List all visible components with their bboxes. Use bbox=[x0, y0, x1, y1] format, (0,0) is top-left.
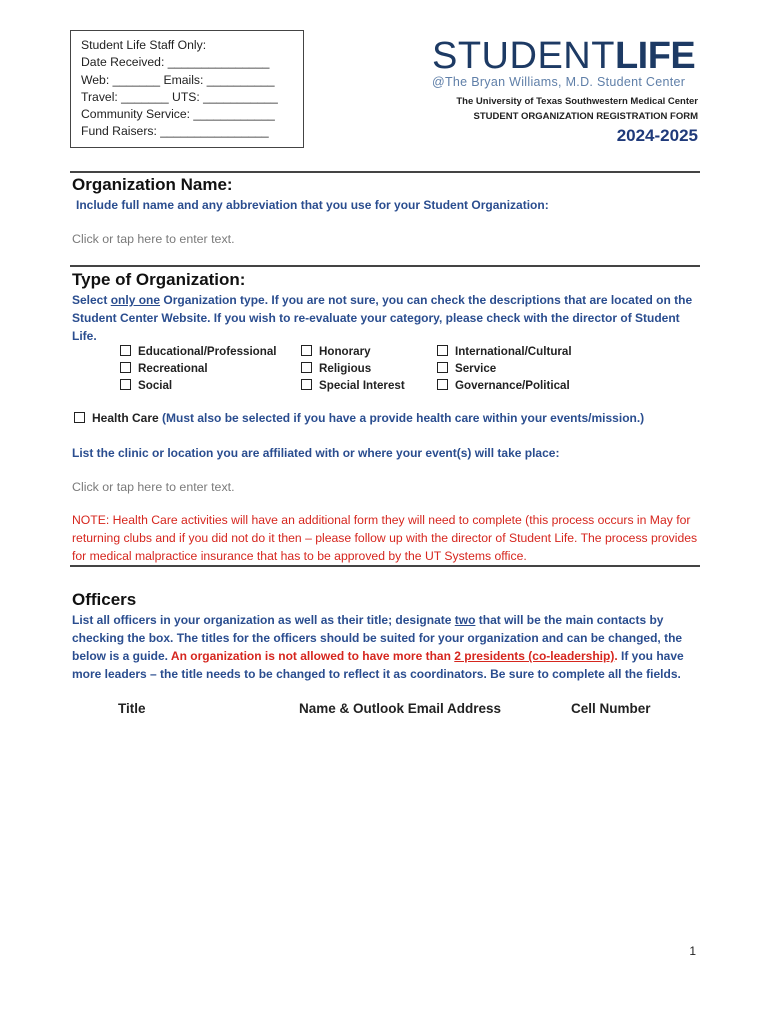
checkbox-icon[interactable] bbox=[437, 379, 448, 390]
type-checkbox[interactable]: Honorary bbox=[301, 343, 405, 360]
university-name: The University of Texas Southwestern Medical Center bbox=[456, 96, 698, 107]
type-options-col-3 bbox=[437, 343, 572, 394]
checkbox-icon[interactable] bbox=[301, 362, 312, 373]
logo-subtitle: @The Bryan Williams, M.D. Student Center bbox=[432, 75, 686, 89]
health-care-note: (Must also be selected if you have a provide health care within your events/mission.) bbox=[162, 411, 645, 425]
clinic-prompt: List the clinic or location you are affiliated with or where your event(s) will take place: bbox=[72, 446, 560, 460]
org-name-input[interactable]: Click or tap here to enter text. bbox=[72, 232, 235, 246]
staff-line: Travel: _______ UTS: ___________ bbox=[81, 89, 278, 104]
checkbox-icon[interactable] bbox=[120, 345, 131, 356]
type-checkbox[interactable]: Educational/Professional bbox=[120, 343, 277, 360]
form-title: STUDENT ORGANIZATION REGISTRATION FORM bbox=[473, 111, 698, 122]
checkbox-icon[interactable] bbox=[301, 345, 312, 356]
student-life-logo bbox=[432, 35, 696, 89]
org-name-heading: Organization Name: bbox=[72, 175, 233, 194]
column-header-cell: Cell Number bbox=[571, 701, 651, 716]
org-name-instruction: Include full name and any abbreviation that you use for your Student Organization: bbox=[76, 198, 549, 212]
checkbox-icon[interactable] bbox=[120, 379, 131, 390]
academic-year: 2024-2025 bbox=[616, 126, 698, 145]
logo-wordmark: STUDENTLIFE bbox=[432, 35, 696, 77]
type-checkbox[interactable]: International/Cultural bbox=[437, 343, 572, 360]
staff-line: Community Service: ____________ bbox=[81, 107, 275, 122]
officers-instruction: List all officers in your organization as well as their title; designate two that will be the main contacts by checking the box. The titles for the officers should be suited for your organization and can be changed, the below is a guide. An organization is not allowed to have more than 2 presidents (co-leadership). If you have more leaders – the title needs to be changed to reflect it as coordinators. Be sure to complete all the fields. bbox=[72, 613, 684, 681]
staff-only-box bbox=[70, 30, 304, 148]
type-checkbox[interactable]: Governance/Political bbox=[437, 377, 572, 394]
health-care-checkbox[interactable]: Health Care (Must also be selected if you have a provide health care within your events/mission.) bbox=[74, 410, 644, 427]
type-checkbox[interactable]: Social bbox=[120, 377, 277, 394]
column-header-title: Title bbox=[118, 701, 146, 716]
checkbox-icon[interactable] bbox=[437, 362, 448, 373]
section-divider bbox=[70, 265, 700, 267]
org-type-instruction: Select only one Organization type. If you are not sure, you can check the descriptions that are located on the Student Center Website. If you wish to re-evaluate your category, please check with the director of Student Life. bbox=[72, 293, 693, 343]
officers-heading: Officers bbox=[72, 590, 137, 609]
staff-line: Web: _______ Emails: __________ bbox=[81, 72, 275, 87]
section-divider bbox=[70, 171, 700, 173]
checkbox-icon[interactable] bbox=[301, 379, 312, 390]
type-options-col-1 bbox=[120, 343, 277, 394]
section-divider bbox=[70, 565, 700, 567]
type-checkbox[interactable]: Service bbox=[437, 360, 572, 377]
type-checkbox[interactable]: Recreational bbox=[120, 360, 277, 377]
health-care-note-paragraph: NOTE: Health Care activities will have an additional form they will need to complete (this process occurs in May for returning clubs and if you did not do it then – please follow up with the director of Student Life. The process provides for medical malpractice insurance that has to be approved by the UT Systems office. bbox=[72, 513, 698, 563]
checkbox-icon[interactable] bbox=[74, 412, 85, 423]
clinic-input[interactable]: Click or tap here to enter text. bbox=[72, 480, 235, 494]
type-checkbox[interactable]: Religious bbox=[301, 360, 405, 377]
page-number: 1 bbox=[689, 944, 696, 958]
column-header-name-email: Name & Outlook Email Address bbox=[299, 701, 502, 716]
org-type-heading: Type of Organization: bbox=[72, 270, 246, 289]
checkbox-icon[interactable] bbox=[120, 362, 131, 373]
type-checkbox[interactable]: Special Interest bbox=[301, 377, 405, 394]
staff-line: Date Received: _______________ bbox=[81, 55, 270, 70]
header-text bbox=[456, 94, 698, 124]
type-options-col-2 bbox=[301, 343, 405, 394]
checkbox-icon[interactable] bbox=[437, 345, 448, 356]
staff-line: Fund Raisers: ________________ bbox=[81, 124, 269, 139]
staff-line: Student Life Staff Only: bbox=[81, 38, 207, 52]
